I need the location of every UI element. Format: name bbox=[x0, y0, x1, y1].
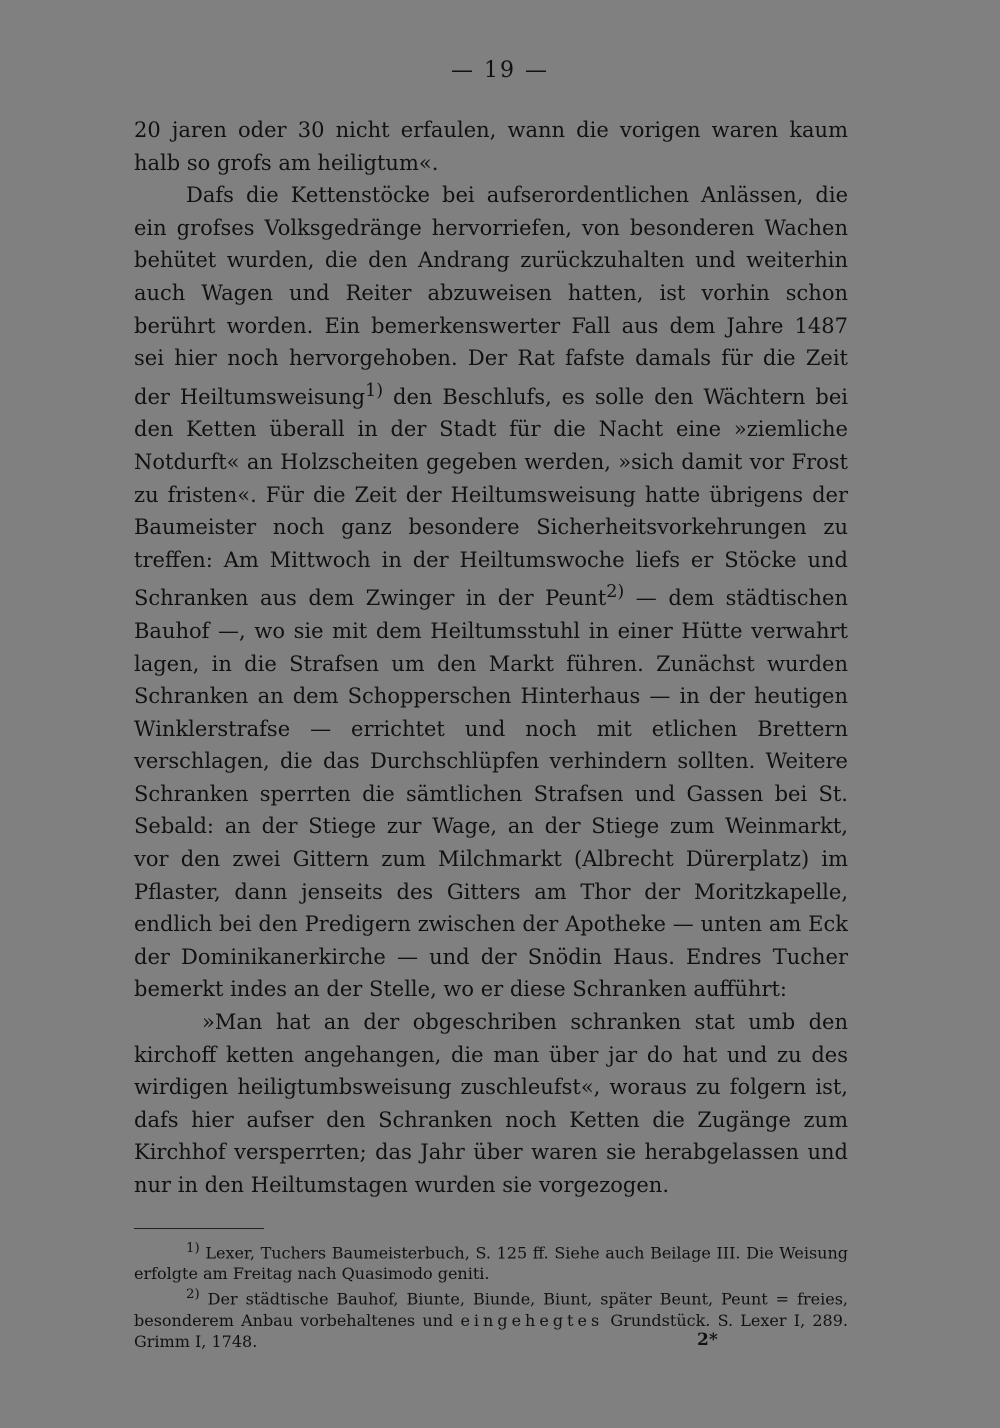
footnote-ref-1: 1) bbox=[365, 380, 384, 401]
footnote-1 bbox=[134, 1238, 848, 1284]
paragraph-3-quote: »Man hat an der obgeschriben schranken stat umb den kirchoff ketten angehangen, die man über jar do hat und zu des wirdigen heiligtumbsweisung zuschleufst«, woraus zu folgern ist, dafs hier aufser den Schranken noch Ketten die Zugänge zum Kirchhof versperrten; das Jahr über waren sie herabgelassen und nur in den Heiltumstagen wurden sie vorgezogen. bbox=[134, 1010, 848, 1197]
footnote-separator bbox=[134, 1228, 264, 1229]
main-text bbox=[134, 114, 848, 1202]
signature-mark: 2* bbox=[697, 1330, 718, 1350]
paragraph-2-part-1: Dafs die Kettenstöcke bei aufserordentlichen Anlässen, die ein grofses Volksgedränge hervorriefen, von besonderen Wachen behütet wurden, die den Andrang zurückzuhalten und weiterhin auch Wagen und Reiter abzuweisen hatten, ist vorhin schon berührt worden. Ein bemerkenswerter Fall aus dem Jahre 1487 sei hier noch hervorgehoben. Der Rat fafste damals für die Zeit der Heiltumsweisung bbox=[134, 183, 848, 409]
footnote-2-spaced-word: eingehegtes bbox=[460, 1310, 604, 1330]
paragraph-2-part-3: — dem städtischen Bauhof —, wo sie mit dem Heiltumsstuhl in einer Hütte verwahrt lagen, in die Strafsen um den Markt führen. Zunächst wurden Schranken an dem Schopperschen Hinterhaus — in der heutigen Winklerstrafse — errichtet und noch mit etlichen Brettern verschlagen, die das Durchschlüpfen verhindern sollten. Weitere Schranken sperrten die sämtlichen Strafsen und Gassen bei St. Sebald: an der Stiege zur Wage, an der Stiege zum Weinmarkt, vor den zwei Gittern zum Milchmarkt (Albrecht Dürerplatz) im Pflaster, dann jenseits des Gitters am Thor der Moritzkapelle, endlich bei den Predigern zwischen der Apotheke — unten am Eck der Dominikanerkirche — und der Snödin Haus. Endres Tucher bemerkt indes an der Stelle, wo er diese Schranken aufführt: bbox=[134, 586, 848, 1002]
page-number: — 19 — bbox=[451, 58, 549, 83]
footnote-2-text-b: Grundstück. S. Lexer I, 289. Grimm I, 1748. bbox=[134, 1310, 849, 1351]
footnote-ref-2: 2) bbox=[606, 582, 625, 603]
footnote-2-text-a: Der städtische Bauhof, Biunte, Biunde, Biunt, später Beunt, Peunt = freies, besonderem Anbau vorbehaltenes und bbox=[134, 1289, 848, 1330]
footnote-1-text: Lexer, Tuchers Baumeisterbuch, S. 125 ff. Siehe auch Beilage III. Die Weisung erfolgte am Freitag nach Quasimodo geniti. bbox=[134, 1243, 848, 1284]
footnote-2-mark: 2) bbox=[186, 1287, 200, 1303]
footnote-2 bbox=[134, 1284, 848, 1351]
paragraph-2 bbox=[134, 179, 848, 1006]
paragraph-2-part-2: den Beschlufs, es solle den Wächtern bei den Ketten überall in der Stadt für die Nacht eine »ziemliche Notdurft« an Holzscheiten gegeben werden, »sich damit vor Frost zu fristen«. Für die Zeit der Heiltumsweisung hatte übrigens der Baumeister noch ganz besondere Sicherheitsvorkehrungen zu treffen: Am Mittwoch in der Heiltumswoche liefs er Stöcke und Schranken aus dem Zwinger in der Peunt bbox=[134, 384, 848, 611]
footnotes bbox=[134, 1238, 848, 1352]
paragraph-1: 20 jaren oder 30 nicht erfaulen, wann die vorigen waren kaum halb so grofs am heiligtum«. bbox=[134, 118, 848, 175]
footnote-1-mark: 1) bbox=[186, 1241, 200, 1256]
